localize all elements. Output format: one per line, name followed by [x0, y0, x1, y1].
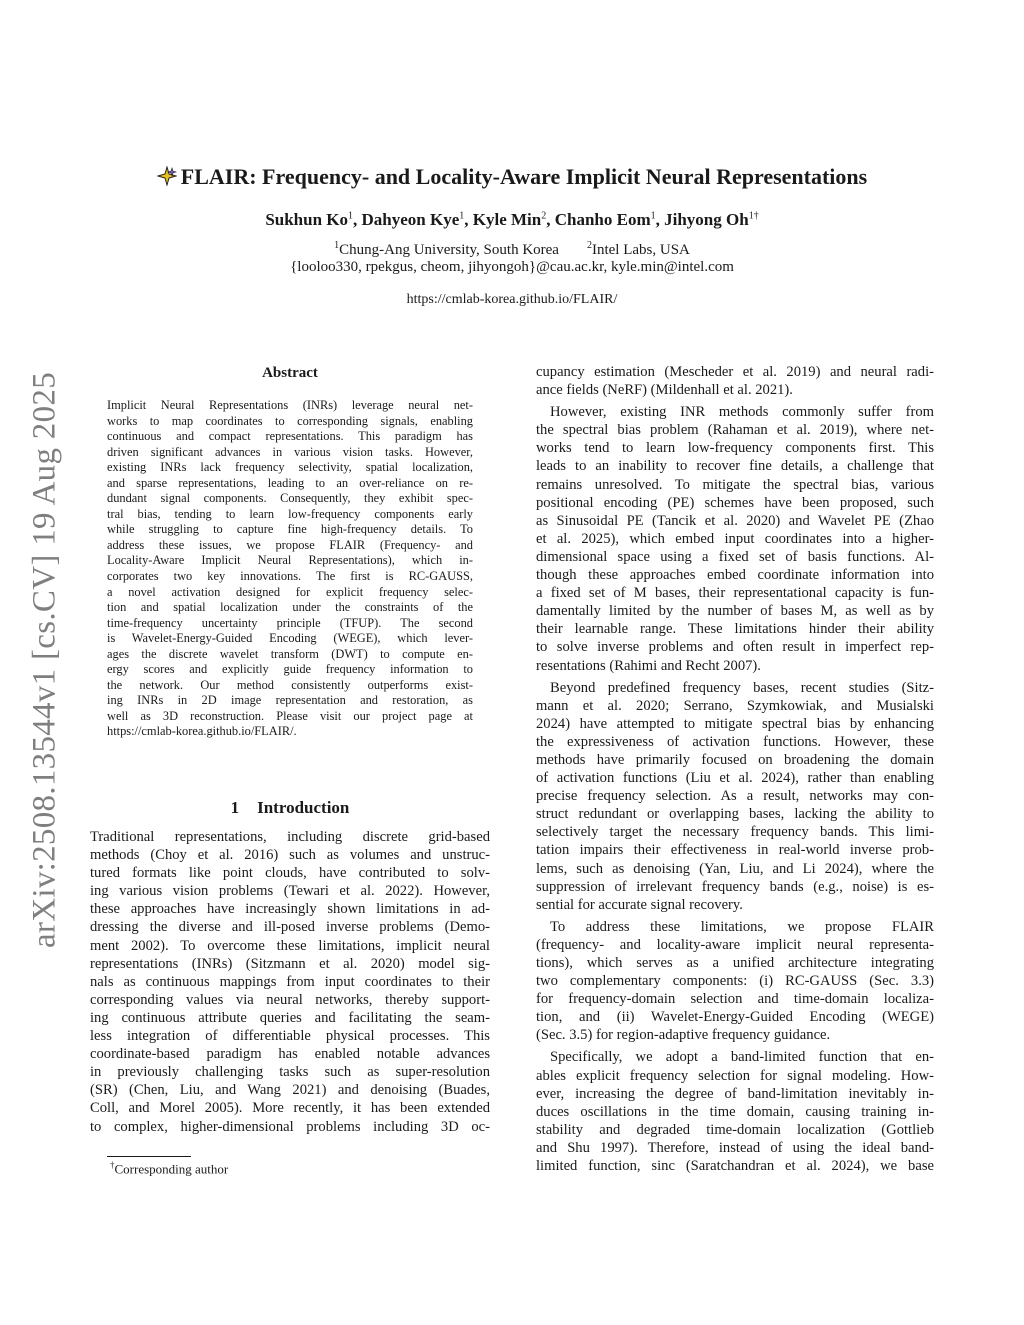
abstract-line: well as 3D reconstruction. Please visit our project page at — [107, 708, 473, 723]
intro-line: positional encoding (PE) schemes have been proposed, such — [536, 494, 934, 511]
abstract-line: continuous and compact representations. This paradigm has — [107, 429, 473, 444]
author-affil-mark: 1† — [748, 210, 759, 222]
intro-line: ables explicit frequency selection for signal modeling. How- — [536, 1067, 934, 1084]
abstract-line: while struggling to capture fine high-frequency details. To — [107, 522, 473, 537]
intro-line: and Shu 1997). Therefore, instead of using the ideal band- — [536, 1139, 934, 1156]
intro-paragraph — [536, 1048, 934, 1175]
affiliation-cau: Chung-Ang University, South Korea — [339, 242, 559, 258]
intro-line: methods have primarily focused on broadening the domain — [536, 751, 934, 768]
intro-line: methods (Choy et al. 2016) such as volumes and unstruc- — [90, 847, 490, 864]
intro-line: the spectral bias problem (Rahaman et al. 2019), where net- — [536, 422, 934, 439]
intro-paragraph — [536, 403, 934, 674]
intro-line: works tend to learn low-frequency components first. This — [536, 440, 934, 457]
author-name: Sukhun Ko — [265, 210, 349, 229]
abstract-line: the network. Our method consistently outperforms exist- — [107, 677, 473, 692]
abstract-line: https://cmlab-korea.github.io/FLAIR/. — [107, 724, 297, 739]
abstract-line: dundant signal components. Consequently, they exhibit spec- — [107, 491, 473, 506]
intro-line: stability and degraded time-domain localization (Gottlieb — [536, 1121, 934, 1138]
abstract-line: driven significant advances in various vision tasks. However, — [107, 444, 473, 459]
intro-line: (Sec. 3.5) for region-adaptive frequency guidance. — [536, 1027, 831, 1044]
abstract-line: ages the discrete wavelet transform (DWT) to compute en- — [107, 646, 473, 661]
author-list: Sukhun Ko$^1$, Dahyeon Kye$^1$, Kyle Min$^2$, Chanho Eom$^1$, Jihyong $Oh^{1\dagger}$ — [265, 210, 759, 229]
intro-line: tion, and (ii) Wavelet-Energy-Guided Encoding (WEGE) — [536, 1009, 934, 1026]
author-emails: {looloo330, rpekgus, cheom, jihyongoh}@cau.ac.kr, kyle.min@intel.com — [290, 259, 734, 275]
intro-line: representations (INRs) (Sitzmann et al. 2020) model sig- — [90, 955, 490, 972]
intro-line: mann et al. 2020; Serrano, Szymkowiak, and Musialski — [536, 697, 934, 714]
intro-line: limited function, sinc (Saratchandran et al. 2024), we base — [536, 1158, 934, 1175]
intro-line: precise frequency selection. As a result, networks may con- — [536, 788, 934, 805]
abstract-heading: Abstract — [262, 365, 318, 381]
intro-line: Specifically, we adopt a band-limited function that en- — [550, 1049, 934, 1066]
section-title: Introduction — [257, 798, 350, 817]
intro-line: Coll, and Morel 2005). More recently, it has been extended — [90, 1100, 490, 1117]
intro-line: to complex, higher-dimensional problems including 3D oc- — [90, 1118, 490, 1135]
footnote — [110, 1160, 228, 1177]
intro-line: ment 2002). To overcome these limitations, implicit neural — [90, 937, 490, 954]
intro-line: ing continuous attribute queries and facilitating the seam- — [90, 1009, 490, 1026]
intro-line: the expressiveness of activation functions. However, these — [536, 733, 934, 750]
intro-line: in previously challenging tasks such as super-resolution — [90, 1064, 490, 1081]
intro-line: leads to an inability to recover fine details, a challenge that — [536, 458, 934, 475]
intro-line: resentations (Rahimi and Recht 2007). — [536, 657, 761, 674]
intro-line: of activation functions (Liu et al. 2024), rather than enabling — [536, 770, 934, 787]
intro-line: though these approaches embed coordinate information into — [536, 567, 934, 584]
abstract-line: corporates two key innovations. The first is RC-GAUSS, — [107, 569, 473, 584]
footnote-rule — [107, 1156, 191, 1157]
intro-line: cupancy estimation (Mescheder et al. 2019) and neural radi- — [536, 364, 934, 380]
abstract-line: is Wavelet-Energy-Guided Encoding (WEGE), which lever- — [107, 631, 473, 646]
intro-line: their learnable range. These limitations hinder their ability — [536, 621, 934, 638]
intro-line: corresponding values via neural networks, thereby support- — [90, 991, 490, 1008]
intro-line: two complementary components: (i) RC-GAUSS (Sec. 3.3) — [536, 973, 934, 990]
intro-line: a fixed set of M bases, their representational capacity is fun- — [536, 585, 934, 602]
abstract-line: ing INRs in 2D image representation and restoration, as — [107, 693, 473, 708]
intro-line: tured formats like point clouds, have contributed to solv- — [90, 865, 490, 882]
intro-line: dressing the diverse and ill-posed inverse problems (Demo- — [90, 919, 490, 936]
intro-line: ever, increasing the degree of band-limitation inevitably in- — [536, 1085, 934, 1102]
author-name: Dahyeon Kye — [361, 210, 460, 229]
abstract-line: time-frequency uncertainty principle (TFUP). The second — [107, 615, 473, 630]
abstract-body — [107, 398, 473, 740]
intro-line: (SR) (Chen, Liu, and Wang 2021) and denoising (Buades, — [90, 1082, 490, 1099]
intro-line: dimensional space using a fixed set of basis functions. Al- — [536, 548, 934, 565]
author-name: Kyle Min — [472, 210, 542, 229]
intro-line: struct redundant or overlapping bases, lacking the ability to — [536, 806, 934, 823]
intro-line: coordinate-based paradigm has enabled notable advances — [90, 1046, 490, 1063]
intro-paragraph — [536, 363, 934, 399]
author-affil-mark: 1 — [348, 210, 354, 222]
author-name: Jihyong Oh — [664, 210, 749, 229]
intro-line: To address these limitations, we propose FLAIR — [550, 918, 934, 935]
intro-line: less integration of differentiable physical processes. This — [90, 1028, 490, 1045]
intro-line: duces oscillations in the time domain, causing training in- — [536, 1103, 934, 1120]
abstract-line: address these issues, we propose FLAIR (Frequency- and — [107, 537, 473, 552]
intro-line: ance fields (NeRF) (Mildenhall et al. 2021). — [536, 382, 793, 399]
flair-sparkle-icon — [157, 166, 177, 186]
affil-mark-1: 1 — [334, 240, 340, 251]
intro-line: tation impairs their effectiveness in real-world inverse prob- — [536, 842, 934, 859]
footnote-text: Corresponding author — [114, 1161, 229, 1177]
abstract-line: tion and spatial localization under the constraints of the — [107, 600, 473, 615]
arxiv-stamp: arXiv:2508.13544v1 [cs.CV] 19 Aug 2025 — [26, 371, 63, 949]
abstract-line: and sparse representations, leading to an over-reliance on re- — [107, 475, 473, 490]
project-url[interactable]: https://cmlab-korea.github.io/FLAIR/ — [406, 292, 618, 307]
abstract-line: existing INRs lack frequency selectivity, spatial localization, — [107, 460, 473, 475]
intro-line: ing various vision problems (Tewari et al. 2022). However, — [90, 883, 490, 900]
affiliation-intel: Intel Labs, USA — [591, 242, 690, 258]
intro-line: as Sinusoidal PE (Tancik et al. 2020) and Wavelet PE (Zhao — [536, 512, 934, 529]
author-name: Chanho Eom — [554, 210, 651, 229]
abstract-line: Locality-Aware Implicit Neural Representations), which in- — [107, 553, 473, 568]
abstract-line: a novel activation designed for explicit frequency selec- — [107, 584, 473, 599]
intro-line: nals as continuous mappings from input coordinates to their — [90, 973, 490, 990]
intro-line: to solve inverse problems and often result in imperfect rep- — [536, 639, 934, 656]
intro-line: However, existing INR methods commonly suffer from — [550, 404, 934, 421]
intro-line: (frequency- and locality-aware implicit neural representa- — [536, 936, 934, 953]
author-affil-mark: 1 — [650, 210, 656, 222]
section-heading-introduction — [90, 798, 490, 818]
intro-paragraph — [536, 918, 934, 1045]
intro-line: for frequency-domain selection and time-domain localiza- — [536, 991, 934, 1008]
abstract-line: ergy scores and explicitly guide frequency information to — [107, 662, 473, 677]
footnote-mark: † — [110, 1160, 115, 1170]
intro-line: Traditional representations, including discrete grid-based — [90, 829, 490, 845]
intro-line: these approaches have increasingly shown limitations in ad- — [90, 901, 490, 918]
intro-line: lems, such as denoising (Yan, Liu, and Li 2024), where the — [536, 860, 934, 877]
intro-line: tions), which serves as a unified architecture integrating — [536, 955, 934, 971]
intro-left-column — [90, 828, 490, 1136]
intro-line: 2024) have attempted to mitigate spectral bias by enhancing — [536, 715, 934, 732]
intro-line: suppression of irrelevant frequency bands (e.g., noise) is es- — [536, 878, 934, 895]
paper-title-text: FLAIR: Frequency- and Locality-Aware Implicit Neural Representations — [180, 164, 868, 189]
intro-right-column — [536, 363, 934, 1175]
intro-paragraph — [536, 679, 934, 914]
abstract-line: works to map coordinates to corresponding signals, enabling — [107, 413, 473, 428]
intro-line: et al. 2025), which embed input coordinates into a higher- — [536, 530, 934, 547]
author-affil-mark: 1 — [459, 210, 465, 222]
author-affil-mark: 2 — [541, 210, 547, 222]
intro-line: sential for accurate signal recovery. — [536, 896, 743, 913]
paper-title — [90, 164, 934, 190]
affiliations — [90, 240, 934, 259]
intro-line: remains unresolved. To mitigate the spectral bias, various — [536, 476, 934, 493]
affil-mark-2: 2 — [586, 240, 592, 251]
intro-line: selectively target the necessary frequency bands. This limi- — [536, 824, 934, 841]
abstract-line: tral bias, tending to learn low-frequency components early — [107, 506, 473, 521]
section-number: 1 — [230, 798, 240, 817]
intro-line: damentally limited by the number of bases M, as well as by — [536, 603, 934, 620]
abstract-line: Implicit Neural Representations (INRs) leverage neural net- — [107, 398, 473, 412]
intro-line: Beyond predefined frequency bases, recent studies (Sitz- — [550, 679, 934, 696]
